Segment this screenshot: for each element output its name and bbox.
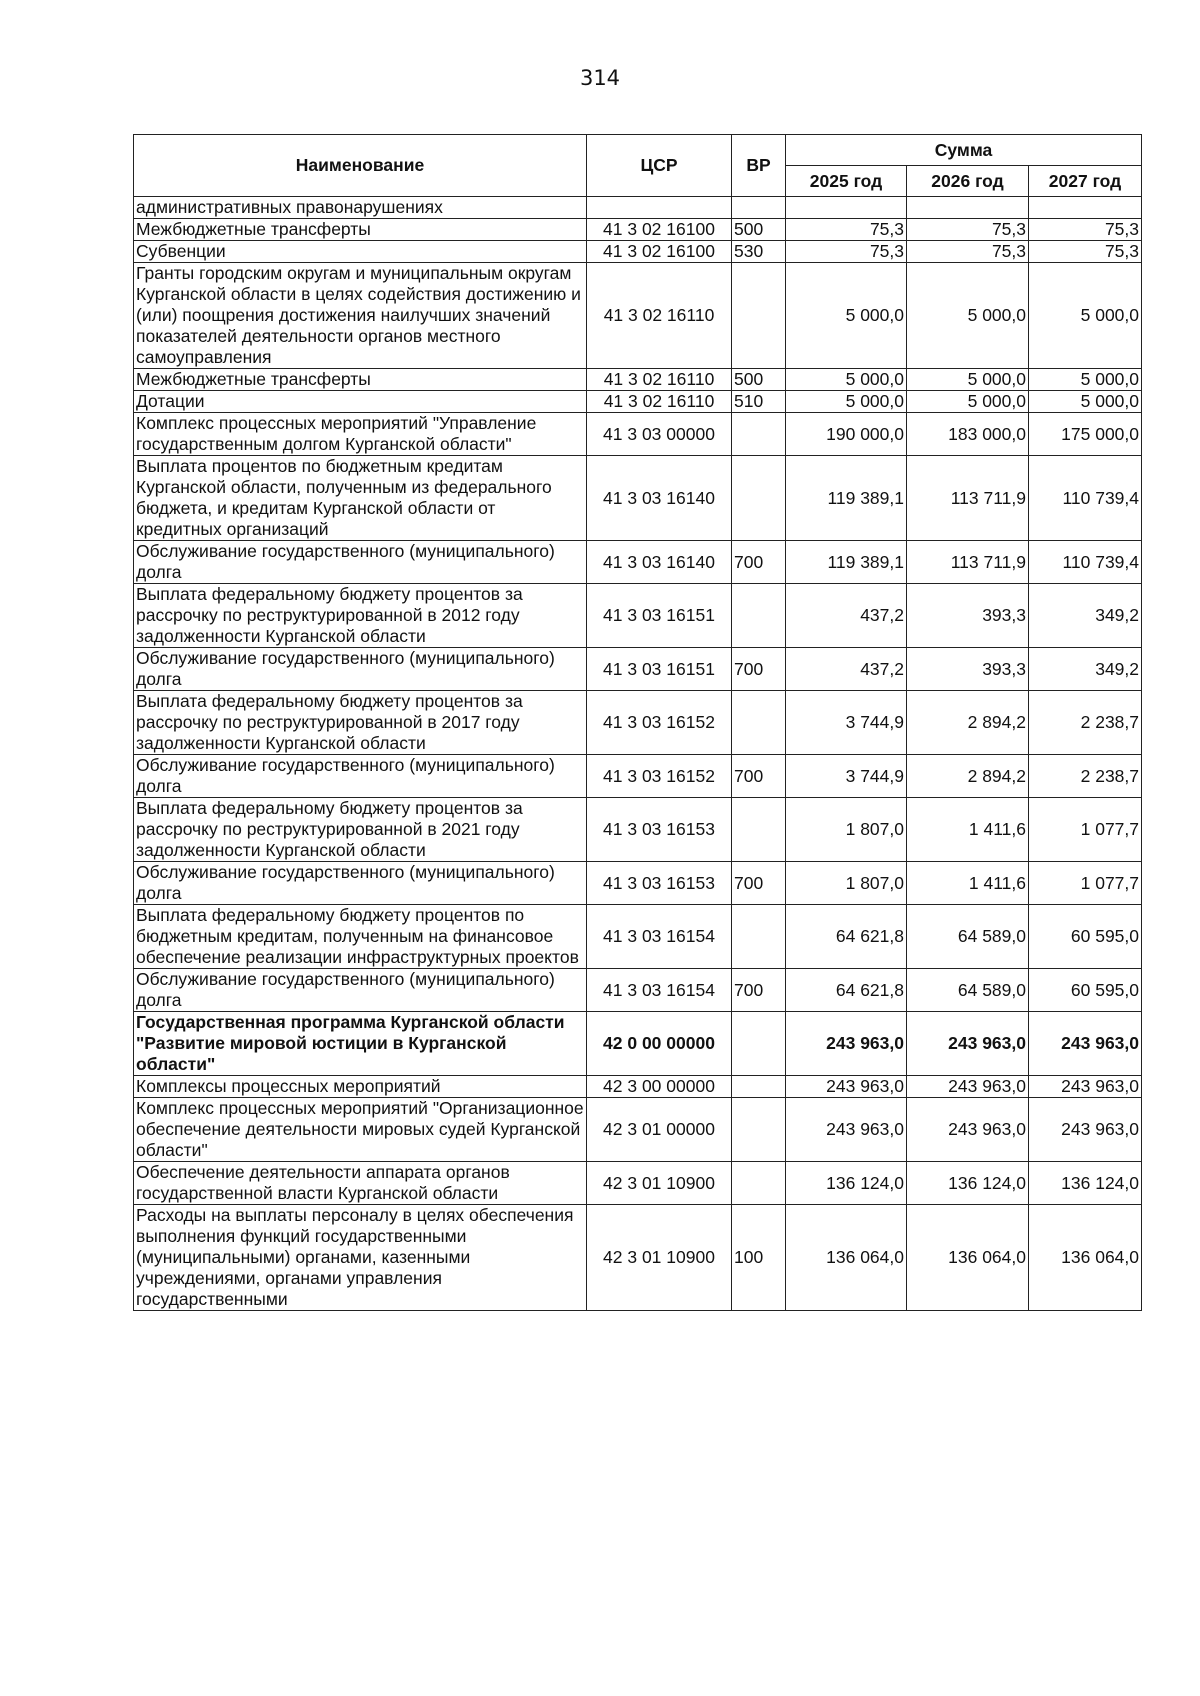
row-sum-2027: 60 595,0 (1029, 969, 1142, 1012)
row-sum-2025: 5 000,0 (786, 369, 907, 391)
row-sum-2027: 1 077,7 (1029, 798, 1142, 862)
row-csr: 42 3 00 00000 (587, 1076, 732, 1098)
header-year-2027: 2027 год (1029, 166, 1142, 197)
row-sum-2027: 349,2 (1029, 648, 1142, 691)
row-name: Обслуживание государственного (муниципального) долга (134, 541, 587, 584)
row-vr: 700 (732, 648, 786, 691)
page-number: 314 (579, 66, 621, 90)
table-row (134, 691, 1142, 755)
row-sum-2027: 75,3 (1029, 219, 1142, 241)
row-csr: 41 3 02 16110 (587, 391, 732, 413)
row-sum-2025: 243 963,0 (786, 1076, 907, 1098)
row-sum-2027: 60 595,0 (1029, 905, 1142, 969)
row-csr: 41 3 02 16110 (587, 263, 732, 369)
table-row (134, 456, 1142, 541)
row-sum-2026: 2 894,2 (907, 755, 1029, 798)
table-row (134, 1098, 1142, 1162)
row-sum-2027: 349,2 (1029, 584, 1142, 648)
row-sum-2025 (786, 197, 907, 219)
row-sum-2025: 5 000,0 (786, 391, 907, 413)
table-row (134, 862, 1142, 905)
row-sum-2026: 2 894,2 (907, 691, 1029, 755)
row-name: Комплекс процессных мероприятий "Управление государственным долгом Курганской области" (134, 413, 587, 456)
row-name: Гранты городским округам и муниципальным округам Курганской области в целях содействия достижению и (или) поощрения достижения наилучших значений показателей деятельности органов местного самоуправления (134, 263, 587, 369)
row-sum-2025: 437,2 (786, 584, 907, 648)
row-csr: 41 3 03 16140 (587, 456, 732, 541)
row-csr: 41 3 02 16100 (587, 219, 732, 241)
row-csr: 42 3 01 10900 (587, 1162, 732, 1205)
row-csr: 41 3 03 16152 (587, 755, 732, 798)
table-row (134, 969, 1142, 1012)
row-vr (732, 1098, 786, 1162)
row-vr: 500 (732, 219, 786, 241)
table-row (134, 798, 1142, 862)
row-sum-2025: 75,3 (786, 241, 907, 263)
row-name: Субвенции (134, 241, 587, 263)
row-vr: 100 (732, 1205, 786, 1311)
row-vr (732, 456, 786, 541)
row-sum-2026: 243 963,0 (907, 1076, 1029, 1098)
row-sum-2026: 113 711,9 (907, 541, 1029, 584)
row-sum-2027: 5 000,0 (1029, 263, 1142, 369)
row-sum-2025: 3 744,9 (786, 691, 907, 755)
row-csr: 41 3 03 16153 (587, 862, 732, 905)
row-sum-2026: 5 000,0 (907, 391, 1029, 413)
row-sum-2027: 2 238,7 (1029, 691, 1142, 755)
row-vr (732, 691, 786, 755)
row-csr: 41 3 03 16140 (587, 541, 732, 584)
row-vr (732, 584, 786, 648)
row-csr: 42 0 00 00000 (587, 1012, 732, 1076)
row-name: Обслуживание государственного (муниципального) долга (134, 648, 587, 691)
row-sum-2027: 136 124,0 (1029, 1162, 1142, 1205)
table-row (134, 241, 1142, 263)
row-sum-2027: 110 739,4 (1029, 456, 1142, 541)
table-row (134, 1012, 1142, 1076)
row-vr (732, 413, 786, 456)
row-sum-2026: 1 411,6 (907, 862, 1029, 905)
row-vr (732, 905, 786, 969)
row-csr: 41 3 02 16100 (587, 241, 732, 263)
row-csr: 41 3 03 16152 (587, 691, 732, 755)
row-sum-2027: 243 963,0 (1029, 1076, 1142, 1098)
row-sum-2027: 175 000,0 (1029, 413, 1142, 456)
row-sum-2027: 243 963,0 (1029, 1098, 1142, 1162)
row-sum-2027: 110 739,4 (1029, 541, 1142, 584)
row-sum-2026: 243 963,0 (907, 1012, 1029, 1076)
row-csr: 42 3 01 00000 (587, 1098, 732, 1162)
row-sum-2027: 243 963,0 (1029, 1012, 1142, 1076)
row-csr: 42 3 01 10900 (587, 1205, 732, 1311)
table-row (134, 413, 1142, 456)
row-sum-2026: 113 711,9 (907, 456, 1029, 541)
row-name: Комплекс процессных мероприятий "Организационное обеспечение деятельности мировых судей Курганской области" (134, 1098, 587, 1162)
row-csr: 41 3 03 16153 (587, 798, 732, 862)
row-sum-2026: 393,3 (907, 584, 1029, 648)
table-row (134, 1205, 1142, 1311)
row-csr: 41 3 03 00000 (587, 413, 732, 456)
header-year-2026: 2026 год (907, 166, 1029, 197)
row-vr (732, 263, 786, 369)
row-name: Дотации (134, 391, 587, 413)
row-sum-2026: 5 000,0 (907, 369, 1029, 391)
row-vr: 500 (732, 369, 786, 391)
row-sum-2026: 393,3 (907, 648, 1029, 691)
row-sum-2027: 5 000,0 (1029, 369, 1142, 391)
table-row (134, 541, 1142, 584)
row-name: Обслуживание государственного (муниципального) долга (134, 755, 587, 798)
table-row (134, 197, 1142, 219)
row-csr: 41 3 03 16154 (587, 905, 732, 969)
row-sum-2025: 1 807,0 (786, 862, 907, 905)
row-name: Государственная программа Курганской области "Развитие мировой юстиции в Курганской области" (134, 1012, 587, 1076)
row-csr: 41 3 03 16151 (587, 648, 732, 691)
row-sum-2025: 1 807,0 (786, 798, 907, 862)
row-sum-2025: 243 963,0 (786, 1098, 907, 1162)
row-sum-2026: 75,3 (907, 241, 1029, 263)
row-name: Обслуживание государственного (муниципального) долга (134, 969, 587, 1012)
row-sum-2025: 119 389,1 (786, 541, 907, 584)
row-name: Обслуживание государственного (муниципального) долга (134, 862, 587, 905)
row-sum-2026: 243 963,0 (907, 1098, 1029, 1162)
table-row (134, 263, 1142, 369)
header-name: Наименование (134, 135, 587, 197)
row-sum-2027 (1029, 197, 1142, 219)
row-sum-2026: 64 589,0 (907, 905, 1029, 969)
row-sum-2025: 3 744,9 (786, 755, 907, 798)
row-vr (732, 1076, 786, 1098)
table-row (134, 584, 1142, 648)
row-name: Выплата федеральному бюджету процентов за рассрочку по реструктурированной в 2021 году задолженности Курганской области (134, 798, 587, 862)
table-row (134, 648, 1142, 691)
row-sum-2027: 75,3 (1029, 241, 1142, 263)
row-sum-2027: 136 064,0 (1029, 1205, 1142, 1311)
row-vr: 700 (732, 862, 786, 905)
row-sum-2025: 136 124,0 (786, 1162, 907, 1205)
row-sum-2027: 1 077,7 (1029, 862, 1142, 905)
row-sum-2025: 136 064,0 (786, 1205, 907, 1311)
row-sum-2025: 64 621,8 (786, 905, 907, 969)
row-name: Выплата федеральному бюджету процентов за рассрочку по реструктурированной в 2017 году задолженности Курганской области (134, 691, 587, 755)
row-sum-2026: 136 124,0 (907, 1162, 1029, 1205)
table-row (134, 391, 1142, 413)
table-row (134, 755, 1142, 798)
table-row (134, 1162, 1142, 1205)
table-row (134, 905, 1142, 969)
row-name: Обеспечение деятельности аппарата органов государственной власти Курганской области (134, 1162, 587, 1205)
header-sum: Сумма (786, 135, 1142, 166)
row-vr (732, 798, 786, 862)
row-vr: 530 (732, 241, 786, 263)
row-sum-2026: 5 000,0 (907, 263, 1029, 369)
row-csr: 41 3 03 16151 (587, 584, 732, 648)
row-name: Выплата федеральному бюджету процентов за рассрочку по реструктурированной в 2012 году задолженности Курганской области (134, 584, 587, 648)
row-csr: 41 3 03 16154 (587, 969, 732, 1012)
row-sum-2025: 75,3 (786, 219, 907, 241)
row-name: Межбюджетные трансферты (134, 219, 587, 241)
row-vr (732, 1162, 786, 1205)
row-sum-2025: 437,2 (786, 648, 907, 691)
row-sum-2026: 75,3 (907, 219, 1029, 241)
row-sum-2026: 1 411,6 (907, 798, 1029, 862)
header-vr: ВР (732, 135, 786, 197)
row-name: Выплата процентов по бюджетным кредитам Курганской области, полученным из федерального бюджета, и кредитам Курганской области от кредитных организаций (134, 456, 587, 541)
header-year-2025: 2025 год (786, 166, 907, 197)
row-sum-2026: 136 064,0 (907, 1205, 1029, 1311)
table-row (134, 219, 1142, 241)
budget-table (133, 134, 1142, 1311)
row-vr (732, 197, 786, 219)
row-vr: 700 (732, 541, 786, 584)
header-csr: ЦСР (587, 135, 732, 197)
row-sum-2025: 5 000,0 (786, 263, 907, 369)
row-sum-2027: 5 000,0 (1029, 391, 1142, 413)
table-row (134, 1076, 1142, 1098)
row-vr: 700 (732, 755, 786, 798)
row-sum-2026 (907, 197, 1029, 219)
row-name: Выплата федеральному бюджету процентов по бюджетным кредитам, полученным на финансовое обеспечение реализации инфраструктурных проектов (134, 905, 587, 969)
row-sum-2025: 119 389,1 (786, 456, 907, 541)
row-name: Межбюджетные трансферты (134, 369, 587, 391)
table-row (134, 369, 1142, 391)
row-csr (587, 197, 732, 219)
row-csr: 41 3 02 16110 (587, 369, 732, 391)
row-sum-2026: 64 589,0 (907, 969, 1029, 1012)
row-name: Комплексы процессных мероприятий (134, 1076, 587, 1098)
row-sum-2026: 183 000,0 (907, 413, 1029, 456)
row-name: административных правонарушениях (134, 197, 587, 219)
row-sum-2025: 64 621,8 (786, 969, 907, 1012)
row-vr: 510 (732, 391, 786, 413)
row-vr (732, 1012, 786, 1076)
row-sum-2025: 243 963,0 (786, 1012, 907, 1076)
row-vr: 700 (732, 969, 786, 1012)
row-sum-2025: 190 000,0 (786, 413, 907, 456)
row-sum-2027: 2 238,7 (1029, 755, 1142, 798)
row-name: Расходы на выплаты персоналу в целях обеспечения выполнения функций государственными (муниципальными) органами, казенными учреждениями, органами управления государственными (134, 1205, 587, 1311)
